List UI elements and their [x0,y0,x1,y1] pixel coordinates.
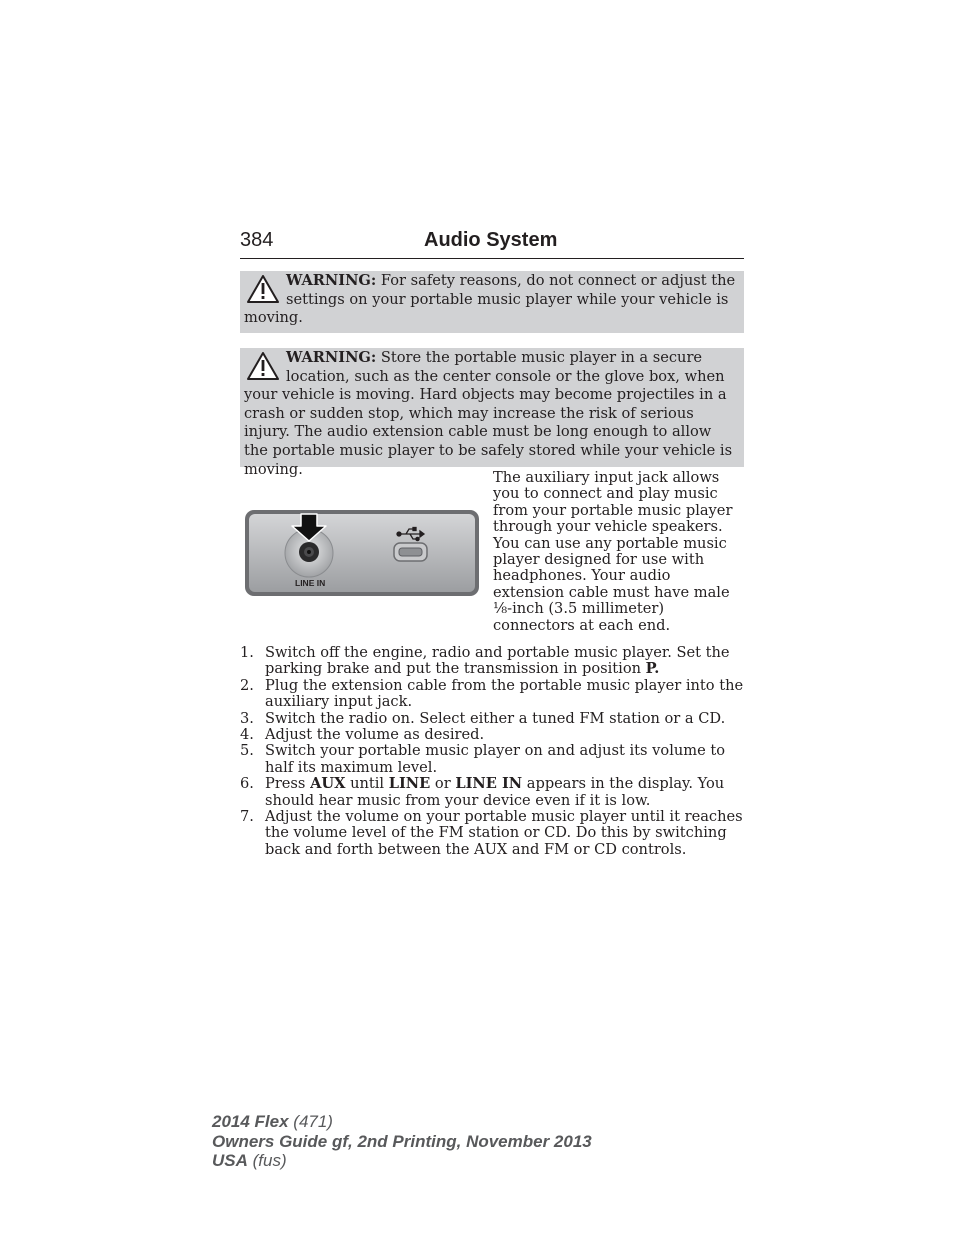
footer-market: USA [212,1151,248,1170]
step-number: 1. [240,644,254,661]
step-text: until [345,775,389,793]
list-item [240,776,746,809]
step-number: 2. [240,676,254,694]
warning-box-safety [240,271,744,333]
step-text: Adjust the volume on your portable music player until it reaches the volume level of the FM station or CD. Do this by switching back and forth between the AUX and FM or CD controls. [265,808,743,858]
step-text: Switch the radio on. Select either a tuned FM station or a CD. [265,709,726,727]
aux-description: The auxiliary input jack allows you to connect and play music from your portable music player through your vehicle speakers. You can use any portable music player designed for use with headphones. Your audio extension cable must have male ⅛-inch (3.5 millimeter) connectors at each end. [493,469,733,634]
step-text: appears in the display. You should hear music from your device even if it is low. [265,775,725,809]
console-panel [245,510,479,596]
footer-line-printing [212,1132,592,1152]
step-text: Press [265,775,311,793]
warning-label: WARNING: [286,349,377,366]
footer-printing: Owners Guide gf, 2nd Printing, November 2013 [212,1131,592,1151]
step-bold: P. [645,660,660,678]
footer-model: 2014 Flex [212,1112,289,1131]
warning-label: WARNING: [286,272,377,289]
list-item [240,645,746,678]
step-number: 7. [240,808,254,826]
list-item [240,809,746,858]
step-number: 4. [240,726,254,744]
warning-triangle-icon [244,349,284,383]
page-footer [212,1112,592,1171]
list-item [240,743,746,776]
usb-port [394,543,427,561]
step-text: Switch off the engine, radio and portable music player. Set the parking brake and put the transmission in position [265,644,730,678]
warning-box-storage [240,348,744,478]
step-number: 6. [240,775,254,793]
page-number: 384 [240,229,274,251]
step-text: Adjust the volume as desired. [265,726,485,744]
aux-jack-figure [244,508,480,598]
step-text: Plug the extension cable from the portable music player into the auxiliary input jack. [265,676,744,711]
section-title: Audio System [424,229,558,251]
page-header [240,228,744,259]
warning-text: Store the portable music player in a secure location, such as the center console or the glove box, when your vehicle is moving. Hard objects may become projectiles in a crash or sudden stop, which may increase the risk of serious injury. The audio extension cable must be long enough to allow the portable music player to be safely stored while your vehicle is moving. [244,349,733,478]
warning-triangle-icon [244,272,284,306]
step-number: 5. [240,742,254,760]
warning-text: For safety reasons, do not connect or adjust the settings on your portable music player while your vehicle is moving. [244,272,736,327]
list-item [240,727,746,743]
step-bold: LINE [388,775,431,793]
step-text: or [430,775,456,793]
step-number: 3. [240,709,254,727]
step-bold: LINE IN [455,775,523,793]
footer-model-code: (471) [288,1112,333,1131]
line-in-label: LINE IN [295,578,326,588]
footer-market-code: (fus) [247,1151,287,1170]
step-bold: AUX [310,775,346,793]
list-item [240,678,746,711]
footer-line-model [212,1112,592,1132]
list-item [240,711,746,727]
procedure-steps [240,645,746,858]
footer-line-market [212,1151,592,1171]
step-text: Switch your portable music player on and adjust its volume to half its maximum level. [265,742,726,776]
